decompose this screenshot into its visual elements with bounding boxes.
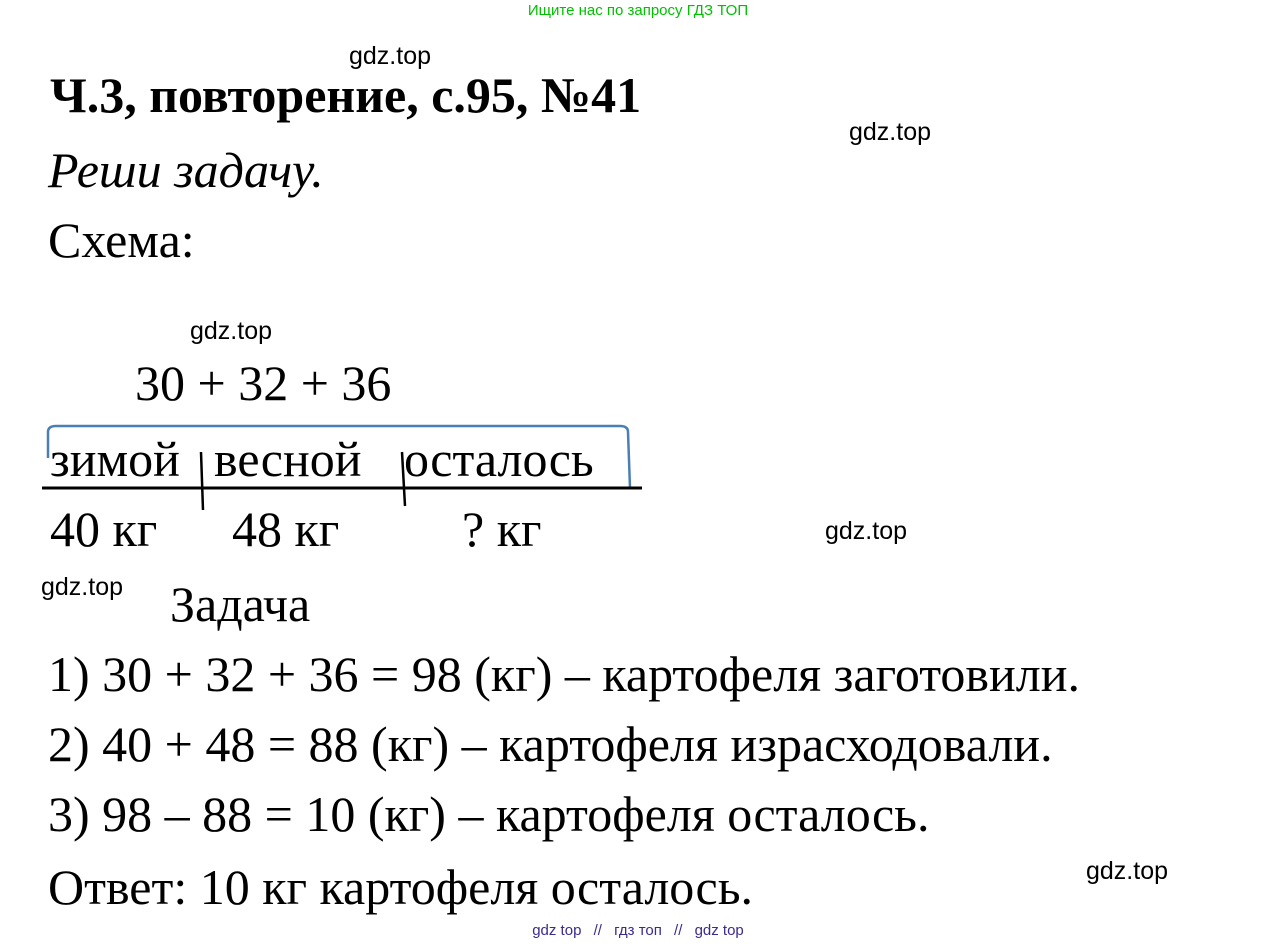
watermark: gdz.top	[825, 517, 908, 545]
segment-label-winter: зимой	[50, 431, 180, 487]
footer-separator: //	[674, 922, 683, 939]
segment-label-spring: весной	[214, 431, 362, 487]
task-label: Задача	[170, 576, 311, 632]
page-title: Ч.3, повторение, с.95, №41	[50, 67, 642, 123]
segment-value-winter: 40 кг	[50, 501, 158, 557]
watermark: gdz.top	[41, 573, 124, 601]
footer-links	[0, 922, 1276, 939]
watermark: gdz.top	[190, 317, 273, 345]
watermark: gdz.top	[349, 42, 432, 70]
footer-link[interactable]: gdz top	[694, 922, 744, 939]
solution-step: 1) 30 + 32 + 36 = 98 (кг) – картофеля заготовили.	[48, 646, 1080, 702]
watermark: gdz.top	[849, 118, 932, 146]
footer-link[interactable]: gdz top	[532, 922, 582, 939]
segment-value-spring: 48 кг	[232, 501, 340, 557]
footer-separator: //	[593, 922, 602, 939]
segment-label-remaining: осталось	[404, 431, 594, 487]
solution-step: 3) 98 – 88 = 10 (кг) – картофеля осталось.	[48, 786, 930, 842]
segment-divider	[201, 452, 203, 510]
scheme-expression: 30 + 32 + 36	[135, 355, 392, 411]
segment-value-remaining: ? кг	[462, 501, 542, 557]
footer-link[interactable]: гдз топ	[614, 922, 662, 939]
task-instruction: Реши задачу.	[48, 142, 324, 198]
scheme-label: Схема:	[48, 212, 195, 268]
search-banner: Ищите нас по запросу ГДЗ ТОП	[527, 2, 749, 19]
solution-step: 2) 40 + 48 = 88 (кг) – картофеля израсходовали.	[48, 716, 1053, 772]
answer-line: Ответ: 10 кг картофеля осталось.	[48, 859, 754, 915]
watermark: gdz.top	[1086, 857, 1169, 885]
